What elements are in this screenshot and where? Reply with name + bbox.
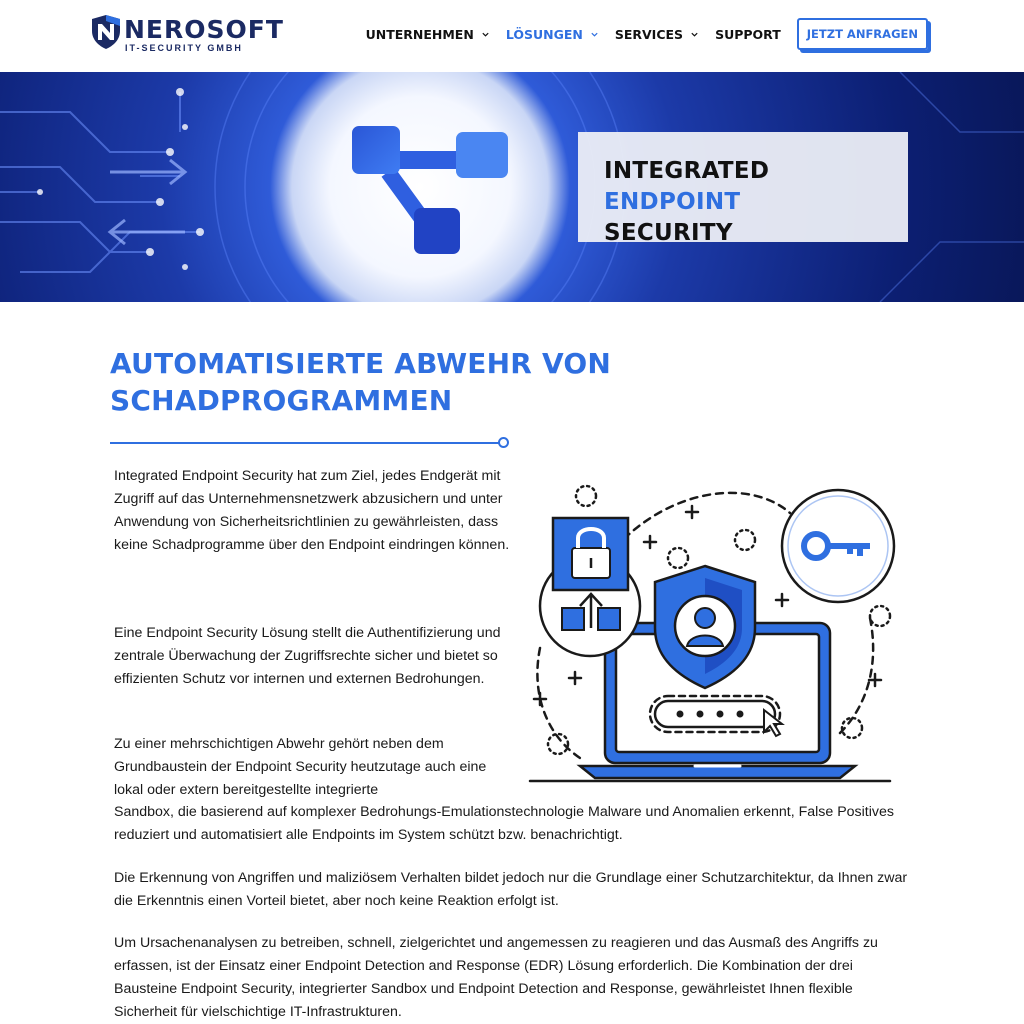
- nav-label: LÖSUNGEN: [505, 26, 583, 42]
- paragraph-edr: Um Ursachenanalysen zu betreiben, schnell, zielgerichtet und angemessen zu reagieren und das Ausmaß des Angriffs zu erfassen, ist der Einsatz einer Endpoint Detection and Response (EDR) Lösung erforderlich. Die Kombination der drei Bausteine Endpoint Security, integrierter Sandbox und Endpoint Detection and Response, gewährleistet Ihnen flexible Sicherheit für vielschichtige IT-Infrastrukturen.: [114, 935, 878, 1020]
- nav-label: UNTERNEHMEN: [365, 26, 474, 42]
- main-navigation: [350, 18, 928, 50]
- paragraph-intro: Integrated Endpoint Security hat zum Ziel, jedes Endgerät mit Zugriff auf das Unternehmensnetzwerk abzusichern und unter Anwendung von Sicherheitsrichtlinien zu gewährleisten, dass keine Schadprogramme über den Endpoint eindringen können.: [114, 468, 510, 553]
- hero-title: INTEGRATED ENDPOINT SECURITY: [604, 158, 770, 246]
- section-headline: AUTOMATISIERTE ABWEHR VON SCHADPROGRAMMEN: [110, 347, 611, 417]
- chevron-down-icon: [590, 30, 599, 39]
- request-quote-button[interactable]: JETZT ANFRAGEN: [797, 18, 928, 50]
- shield-logo-icon: [90, 14, 122, 50]
- nav-item-loesungen[interactable]: [506, 27, 599, 42]
- nav-label: SUPPORT: [715, 26, 781, 42]
- lock-upload-icon: [540, 518, 640, 656]
- endpoint-security-illustration: [520, 478, 900, 783]
- brand-logo[interactable]: [90, 14, 284, 54]
- hero-banner: [0, 72, 1024, 302]
- nav-item-support[interactable]: [715, 27, 781, 42]
- brand-name: NEROSOFT: [124, 15, 284, 44]
- nav-item-services[interactable]: [615, 27, 699, 42]
- brand-subtitle: IT-SECURITY GMBH: [125, 43, 243, 53]
- paragraph-sandbox-part2: Sandbox, die basierend auf komplexer Bedrohungs-Emulationstechnologie Malware und Anomalien erkennt, False Positives reduziert und automatisiert alle Endpoints im System schützt bzw. benachrichtigt.: [114, 804, 894, 843]
- paragraph-detection: Die Erkennung von Angriffen und maliziösem Verhalten bildet jedoch nur die Grundlage einer Schutzarchitektur, da Ihnen zwar die Erkenntnis einen Vorteil bietet, aber noch keine Reaktion erfolgt ist.: [114, 870, 908, 909]
- hero-title-box: [578, 132, 908, 246]
- headline-divider: [110, 436, 508, 448]
- paragraph-sandbox-part1: Zu einer mehrschichtigen Abwehr gehört neben dem Grundbaustein der Endpoint Security heutzutage auch eine lokal oder extern bereitgestellte integrierte: [114, 736, 487, 798]
- chevron-down-icon: [481, 30, 490, 39]
- chevron-down-icon: [690, 30, 699, 39]
- nav-label: SERVICES: [614, 26, 684, 42]
- site-header: [0, 0, 1024, 72]
- nav-item-unternehmen[interactable]: [366, 27, 490, 42]
- key-icon: [782, 490, 894, 602]
- network-nodes-icon: [348, 122, 518, 262]
- paragraph-authentication: Eine Endpoint Security Lösung stellt die Authentifizierung und zentrale Überwachung der Zugriffsrechte sicher und bietet so effizienten Schutz vor internen und externen Bedrohungen.: [114, 625, 501, 687]
